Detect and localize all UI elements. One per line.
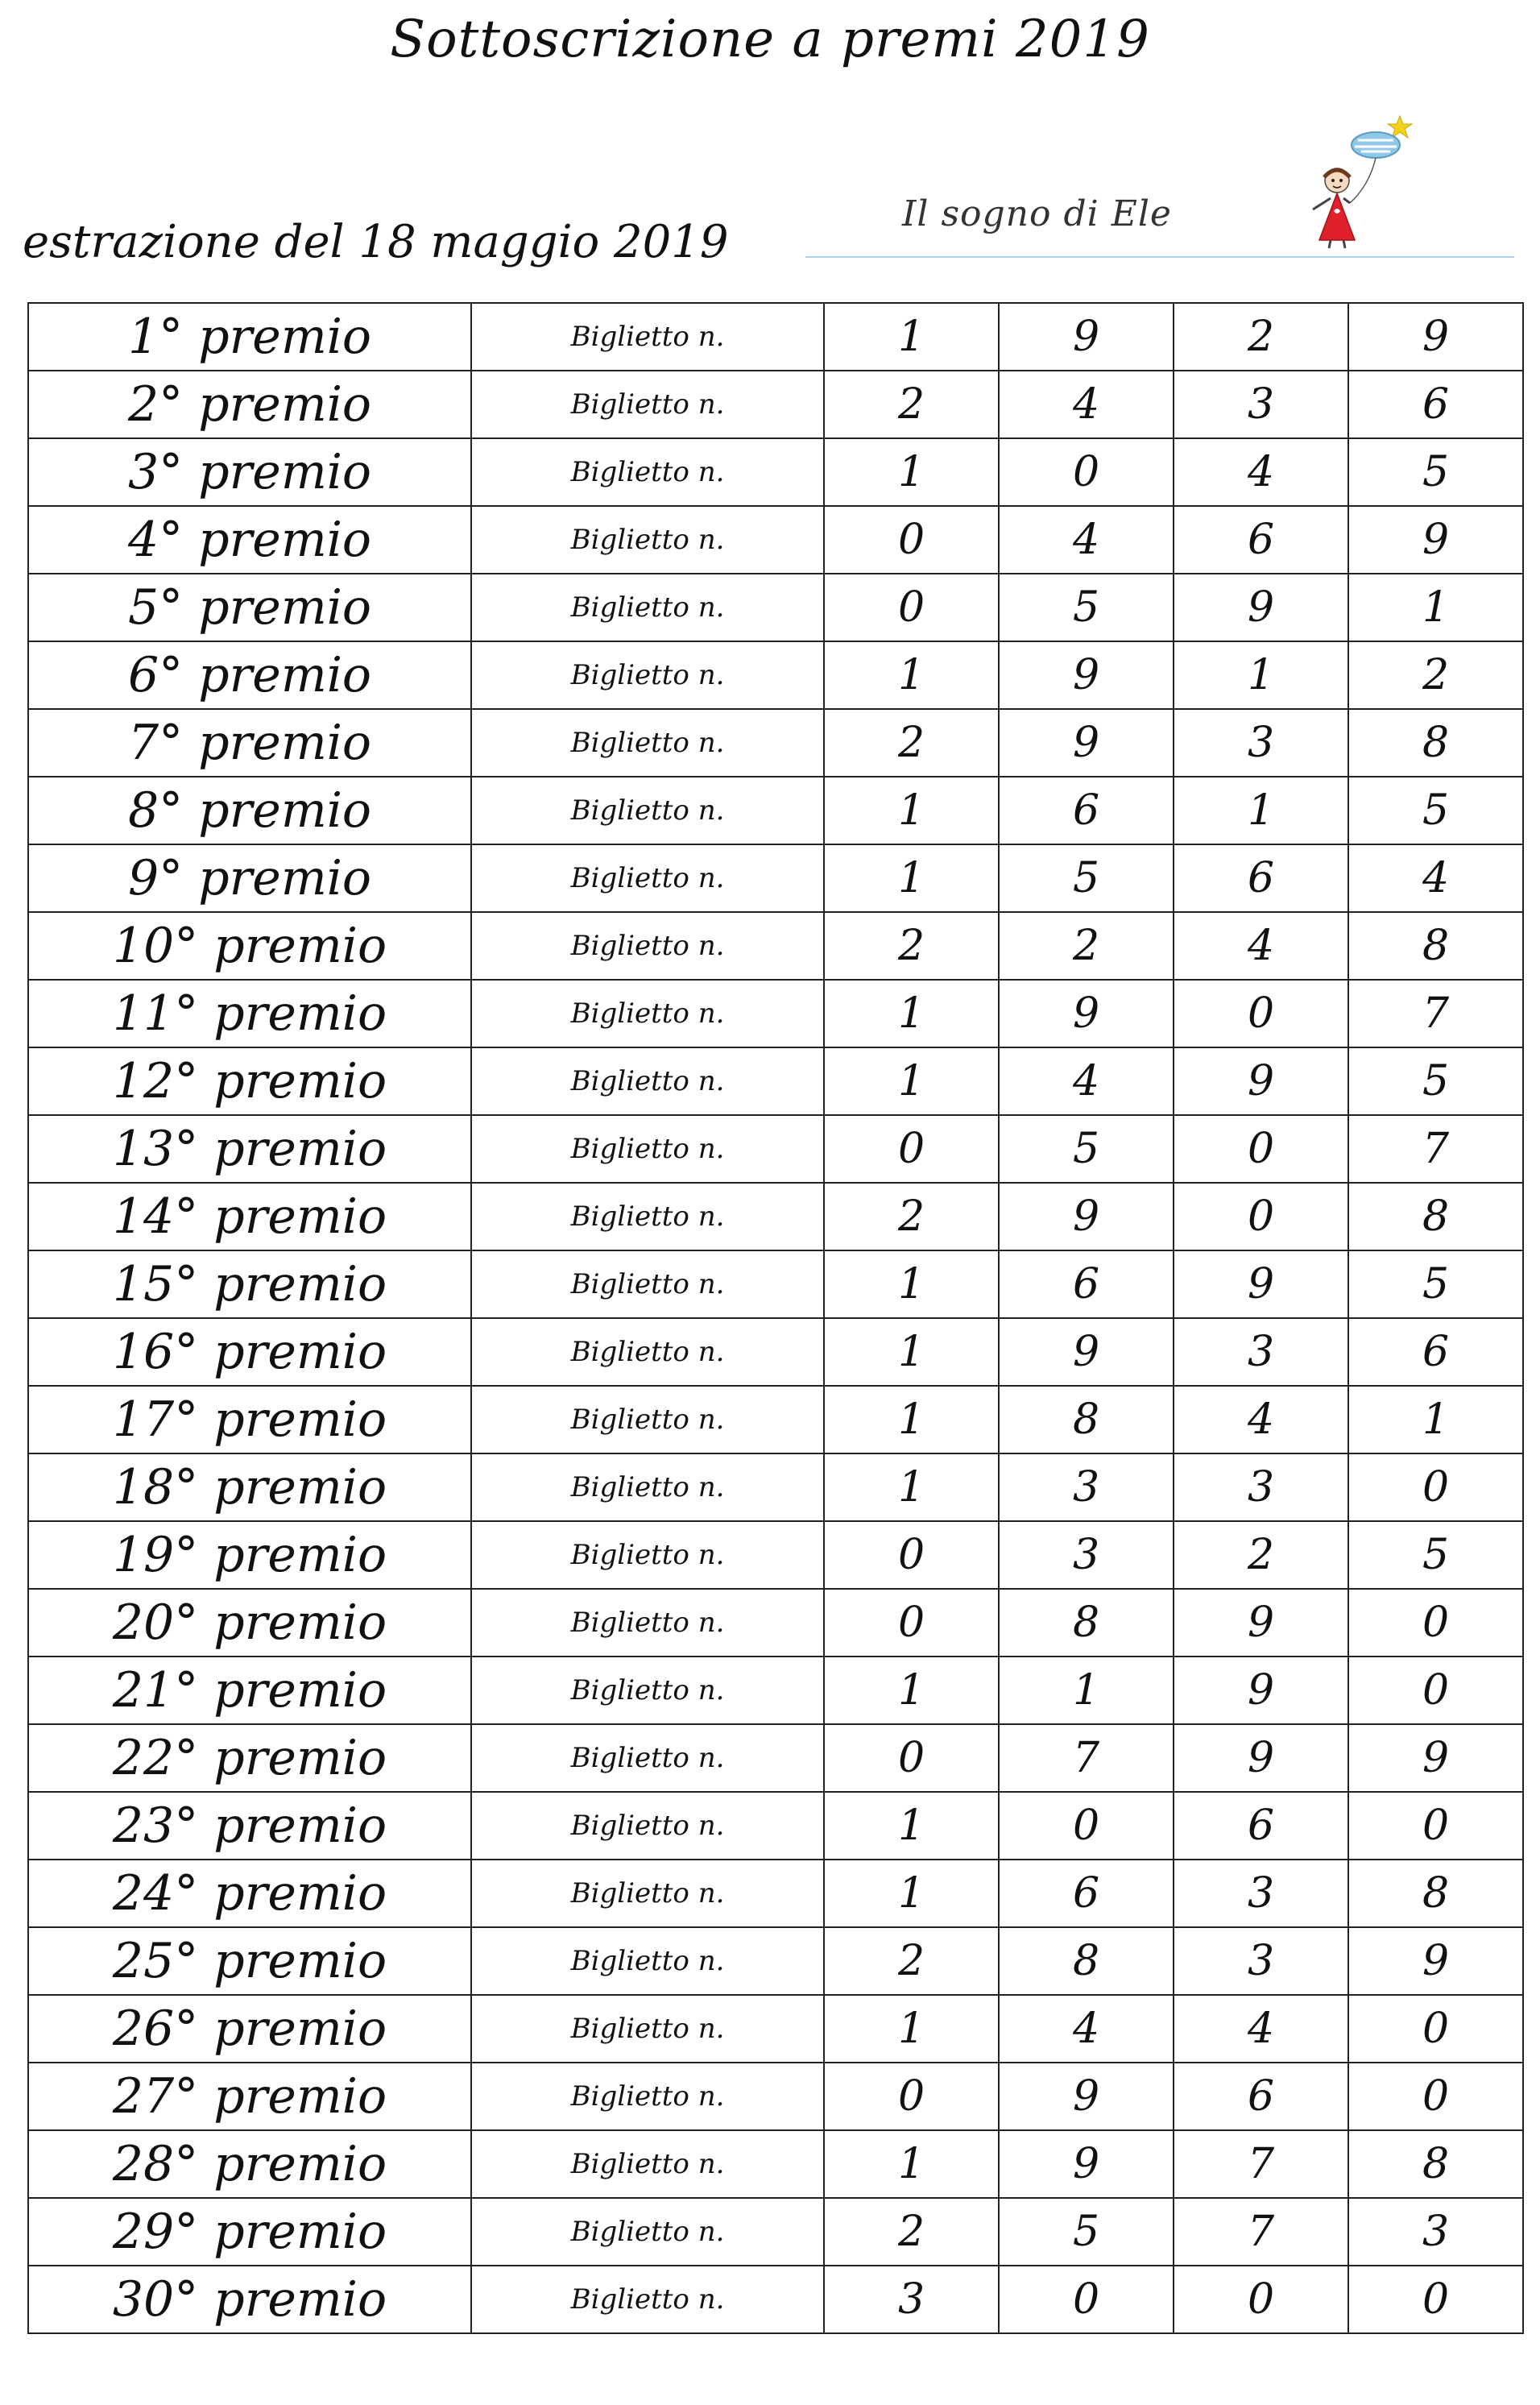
- ticket-digit: 4: [999, 506, 1174, 574]
- ticket-digit: 3: [1174, 709, 1348, 777]
- prize-label: 30° premio: [28, 2266, 471, 2333]
- prize-label: 1° premio: [28, 303, 471, 371]
- ticket-digit: 2: [1348, 641, 1523, 709]
- ticket-digit: 5: [999, 1115, 1174, 1183]
- prize-label: 29° premio: [28, 2198, 471, 2266]
- ticket-digit: 0: [1348, 1589, 1523, 1657]
- ticket-label: Biglietto n.: [471, 1115, 824, 1183]
- prize-label: 3° premio: [28, 438, 471, 506]
- logo: [878, 113, 1522, 262]
- ticket-digit: 9: [999, 709, 1174, 777]
- ticket-digit: 9: [999, 1183, 1174, 1250]
- ticket-digit: 8: [1348, 709, 1523, 777]
- ticket-digit: 9: [1174, 1250, 1348, 1318]
- logo-text: Il sogno di Ele: [902, 193, 1172, 234]
- ticket-digit: 6: [1174, 844, 1348, 912]
- table-row: [28, 1318, 1523, 1386]
- ticket-digit: 8: [999, 1927, 1174, 1995]
- ticket-label: Biglietto n.: [471, 777, 824, 844]
- ticket-digit: 4: [999, 371, 1174, 438]
- table-row: [28, 1183, 1523, 1250]
- ticket-digit: 0: [1174, 980, 1348, 1047]
- prize-label: 5° premio: [28, 574, 471, 641]
- ticket-digit: 0: [1174, 1183, 1348, 1250]
- ticket-digit: 5: [999, 574, 1174, 641]
- ticket-digit: 4: [999, 1047, 1174, 1115]
- ticket-digit: 1: [824, 1995, 999, 2063]
- ticket-digit: 5: [999, 2198, 1174, 2266]
- table-row: [28, 980, 1523, 1047]
- ticket-label: Biglietto n.: [471, 1995, 824, 2063]
- ticket-digit: 8: [1348, 1860, 1523, 1927]
- ticket-digit: 2: [1174, 1521, 1348, 1589]
- prize-label: 7° premio: [28, 709, 471, 777]
- prize-label: 11° premio: [28, 980, 471, 1047]
- ticket-digit: 0: [1348, 2063, 1523, 2130]
- ticket-digit: 0: [1348, 1657, 1523, 1724]
- ticket-label: Biglietto n.: [471, 980, 824, 1047]
- ticket-digit: 1: [1348, 1386, 1523, 1453]
- ticket-digit: 9: [999, 1318, 1174, 1386]
- ticket-digit: 4: [1174, 1386, 1348, 1453]
- ticket-digit: 6: [1348, 1318, 1523, 1386]
- ticket-digit: 1: [1174, 641, 1348, 709]
- ticket-digit: 7: [1348, 1115, 1523, 1183]
- ticket-digit: 2: [824, 2198, 999, 2266]
- ticket-digit: 1: [824, 1792, 999, 1860]
- logo-divider: [805, 256, 1514, 258]
- prize-label: 19° premio: [28, 1521, 471, 1589]
- ticket-digit: 4: [1174, 1995, 1348, 2063]
- ticket-digit: 2: [824, 1927, 999, 1995]
- ticket-digit: 5: [1348, 777, 1523, 844]
- ticket-digit: 3: [824, 2266, 999, 2333]
- ticket-digit: 0: [824, 1589, 999, 1657]
- table-row: [28, 777, 1523, 844]
- ticket-digit: 0: [824, 2063, 999, 2130]
- prize-label: 13° premio: [28, 1115, 471, 1183]
- ticket-digit: 1: [824, 1453, 999, 1521]
- ticket-digit: 2: [999, 912, 1174, 980]
- girl-with-balloon-icon: [1305, 113, 1418, 250]
- ticket-digit: 9: [1174, 1047, 1348, 1115]
- table-row: [28, 1115, 1523, 1183]
- table-row: [28, 1386, 1523, 1453]
- ticket-digit: 8: [1348, 2130, 1523, 2198]
- ticket-digit: 1: [824, 1318, 999, 1386]
- ticket-digit: 1: [1174, 777, 1348, 844]
- ticket-digit: 5: [999, 844, 1174, 912]
- prize-label: 12° premio: [28, 1047, 471, 1115]
- ticket-digit: 3: [999, 1521, 1174, 1589]
- ticket-digit: 8: [1348, 912, 1523, 980]
- ticket-digit: 9: [999, 2130, 1174, 2198]
- ticket-label: Biglietto n.: [471, 1047, 824, 1115]
- ticket-digit: 9: [999, 2063, 1174, 2130]
- ticket-digit: 9: [1348, 1927, 1523, 1995]
- ticket-digit: 1: [1348, 574, 1523, 641]
- ticket-digit: 2: [824, 371, 999, 438]
- prize-label: 8° premio: [28, 777, 471, 844]
- table-row: [28, 1724, 1523, 1792]
- draw-date: estrazione del 18 maggio 2019: [23, 216, 729, 268]
- table-row: [28, 1047, 1523, 1115]
- ticket-digit: 0: [999, 438, 1174, 506]
- table-row: [28, 912, 1523, 980]
- ticket-digit: 0: [999, 1792, 1174, 1860]
- table-row: [28, 2130, 1523, 2198]
- prize-label: 25° premio: [28, 1927, 471, 1995]
- prize-label: 22° premio: [28, 1724, 471, 1792]
- ticket-label: Biglietto n.: [471, 506, 824, 574]
- table-row: [28, 2063, 1523, 2130]
- ticket-digit: 1: [824, 1860, 999, 1927]
- ticket-label: Biglietto n.: [471, 1521, 824, 1589]
- ticket-digit: 3: [1174, 371, 1348, 438]
- prize-label: 16° premio: [28, 1318, 471, 1386]
- ticket-digit: 0: [999, 2266, 1174, 2333]
- table-row: [28, 1589, 1523, 1657]
- ticket-digit: 9: [999, 641, 1174, 709]
- ticket-digit: 5: [1348, 438, 1523, 506]
- ticket-label: Biglietto n.: [471, 1318, 824, 1386]
- ticket-label: Biglietto n.: [471, 912, 824, 980]
- ticket-digit: 1: [824, 844, 999, 912]
- prize-label: 4° premio: [28, 506, 471, 574]
- ticket-digit: 8: [999, 1386, 1174, 1453]
- ticket-digit: 0: [1174, 1115, 1348, 1183]
- ticket-label: Biglietto n.: [471, 1724, 824, 1792]
- ticket-label: Biglietto n.: [471, 1927, 824, 1995]
- table-row: [28, 303, 1523, 371]
- ticket-digit: 0: [824, 574, 999, 641]
- ticket-digit: 2: [824, 912, 999, 980]
- ticket-digit: 4: [1174, 438, 1348, 506]
- ticket-digit: 3: [1348, 2198, 1523, 2266]
- ticket-digit: 1: [824, 1047, 999, 1115]
- ticket-digit: 0: [1348, 1995, 1523, 2063]
- ticket-label: Biglietto n.: [471, 2130, 824, 2198]
- ticket-digit: 6: [1174, 2063, 1348, 2130]
- ticket-label: Biglietto n.: [471, 303, 824, 371]
- prize-label: 15° premio: [28, 1250, 471, 1318]
- ticket-digit: 6: [999, 777, 1174, 844]
- ticket-digit: 0: [824, 506, 999, 574]
- ticket-label: Biglietto n.: [471, 574, 824, 641]
- ticket-digit: 2: [1174, 303, 1348, 371]
- ticket-digit: 0: [824, 1724, 999, 1792]
- ticket-digit: 2: [824, 709, 999, 777]
- ticket-digit: 9: [1174, 1724, 1348, 1792]
- ticket-digit: 3: [1174, 1860, 1348, 1927]
- ticket-digit: 3: [1174, 1453, 1348, 1521]
- ticket-label: Biglietto n.: [471, 1386, 824, 1453]
- ticket-digit: 1: [824, 641, 999, 709]
- ticket-digit: 1: [824, 2130, 999, 2198]
- ticket-label: Biglietto n.: [471, 844, 824, 912]
- ticket-digit: 9: [1174, 1589, 1348, 1657]
- ticket-digit: 6: [1348, 371, 1523, 438]
- table-row: [28, 1521, 1523, 1589]
- prize-label: 2° premio: [28, 371, 471, 438]
- ticket-label: Biglietto n.: [471, 1250, 824, 1318]
- ticket-digit: 4: [999, 1995, 1174, 2063]
- ticket-digit: 7: [1174, 2198, 1348, 2266]
- ticket-label: Biglietto n.: [471, 641, 824, 709]
- table-row: [28, 1860, 1523, 1927]
- prize-label: 6° premio: [28, 641, 471, 709]
- ticket-digit: 9: [1174, 574, 1348, 641]
- ticket-digit: 5: [1348, 1047, 1523, 1115]
- ticket-digit: 9: [999, 980, 1174, 1047]
- ticket-label: Biglietto n.: [471, 1453, 824, 1521]
- ticket-digit: 4: [1174, 912, 1348, 980]
- prize-label: 10° premio: [28, 912, 471, 980]
- ticket-digit: 3: [1174, 1927, 1348, 1995]
- ticket-digit: 9: [1348, 1724, 1523, 1792]
- ticket-label: Biglietto n.: [471, 1657, 824, 1724]
- ticket-digit: 5: [1348, 1250, 1523, 1318]
- ticket-digit: 0: [1174, 2266, 1348, 2333]
- ticket-digit: 3: [1174, 1318, 1348, 1386]
- ticket-digit: 0: [1348, 1792, 1523, 1860]
- table-row: [28, 2266, 1523, 2333]
- ticket-digit: 8: [999, 1589, 1174, 1657]
- ticket-digit: 1: [824, 980, 999, 1047]
- prize-label: 14° premio: [28, 1183, 471, 1250]
- ticket-digit: 1: [824, 438, 999, 506]
- ticket-digit: 9: [1348, 303, 1523, 371]
- table-row: [28, 1927, 1523, 1995]
- table-row: [28, 1995, 1523, 2063]
- ticket-label: Biglietto n.: [471, 709, 824, 777]
- ticket-label: Biglietto n.: [471, 2266, 824, 2333]
- ticket-digit: 2: [824, 1183, 999, 1250]
- table-row: [28, 1453, 1523, 1521]
- ticket-digit: 9: [999, 303, 1174, 371]
- prize-label: 23° premio: [28, 1792, 471, 1860]
- ticket-digit: 1: [824, 1386, 999, 1453]
- table-row: [28, 641, 1523, 709]
- table-row: [28, 371, 1523, 438]
- ticket-digit: 1: [824, 303, 999, 371]
- ticket-digit: 1: [824, 1250, 999, 1318]
- table-row: [28, 1657, 1523, 1724]
- ticket-label: Biglietto n.: [471, 2063, 824, 2130]
- ticket-digit: 8: [1348, 1183, 1523, 1250]
- prize-label: 26° premio: [28, 1995, 471, 2063]
- ticket-digit: 1: [824, 1657, 999, 1724]
- ticket-label: Biglietto n.: [471, 1183, 824, 1250]
- ticket-digit: 1: [824, 777, 999, 844]
- ticket-digit: 7: [1348, 980, 1523, 1047]
- prize-label: 21° premio: [28, 1657, 471, 1724]
- ticket-digit: 4: [1348, 844, 1523, 912]
- ticket-digit: 6: [999, 1860, 1174, 1927]
- prize-label: 18° premio: [28, 1453, 471, 1521]
- prize-label: 28° premio: [28, 2130, 471, 2198]
- ticket-label: Biglietto n.: [471, 371, 824, 438]
- table-row: [28, 1792, 1523, 1860]
- ticket-digit: 0: [1348, 1453, 1523, 1521]
- ticket-digit: 7: [999, 1724, 1174, 1792]
- ticket-digit: 0: [824, 1521, 999, 1589]
- ticket-digit: 7: [1174, 2130, 1348, 2198]
- table-row: [28, 506, 1523, 574]
- table-row: [28, 844, 1523, 912]
- ticket-label: Biglietto n.: [471, 1792, 824, 1860]
- ticket-digit: 9: [1174, 1657, 1348, 1724]
- ticket-label: Biglietto n.: [471, 1589, 824, 1657]
- ticket-digit: 1: [999, 1657, 1174, 1724]
- prize-label: 24° premio: [28, 1860, 471, 1927]
- page-title: Sottoscrizione a premi 2019: [390, 10, 1150, 69]
- prize-table: [27, 302, 1524, 2334]
- ticket-digit: 0: [1348, 2266, 1523, 2333]
- ticket-digit: 9: [1348, 506, 1523, 574]
- ticket-digit: 6: [1174, 506, 1348, 574]
- prize-table-body: [28, 303, 1523, 2333]
- ticket-digit: 5: [1348, 1521, 1523, 1589]
- ticket-digit: 3: [999, 1453, 1174, 1521]
- ticket-digit: 6: [1174, 1792, 1348, 1860]
- ticket-label: Biglietto n.: [471, 1860, 824, 1927]
- table-row: [28, 574, 1523, 641]
- ticket-digit: 0: [824, 1115, 999, 1183]
- table-row: [28, 709, 1523, 777]
- prize-label: 20° premio: [28, 1589, 471, 1657]
- table-row: [28, 2198, 1523, 2266]
- ticket-label: Biglietto n.: [471, 2198, 824, 2266]
- prize-label: 17° premio: [28, 1386, 471, 1453]
- ticket-digit: 6: [999, 1250, 1174, 1318]
- table-row: [28, 438, 1523, 506]
- prize-label: 27° premio: [28, 2063, 471, 2130]
- prize-label: 9° premio: [28, 844, 471, 912]
- table-row: [28, 1250, 1523, 1318]
- ticket-label: Biglietto n.: [471, 438, 824, 506]
